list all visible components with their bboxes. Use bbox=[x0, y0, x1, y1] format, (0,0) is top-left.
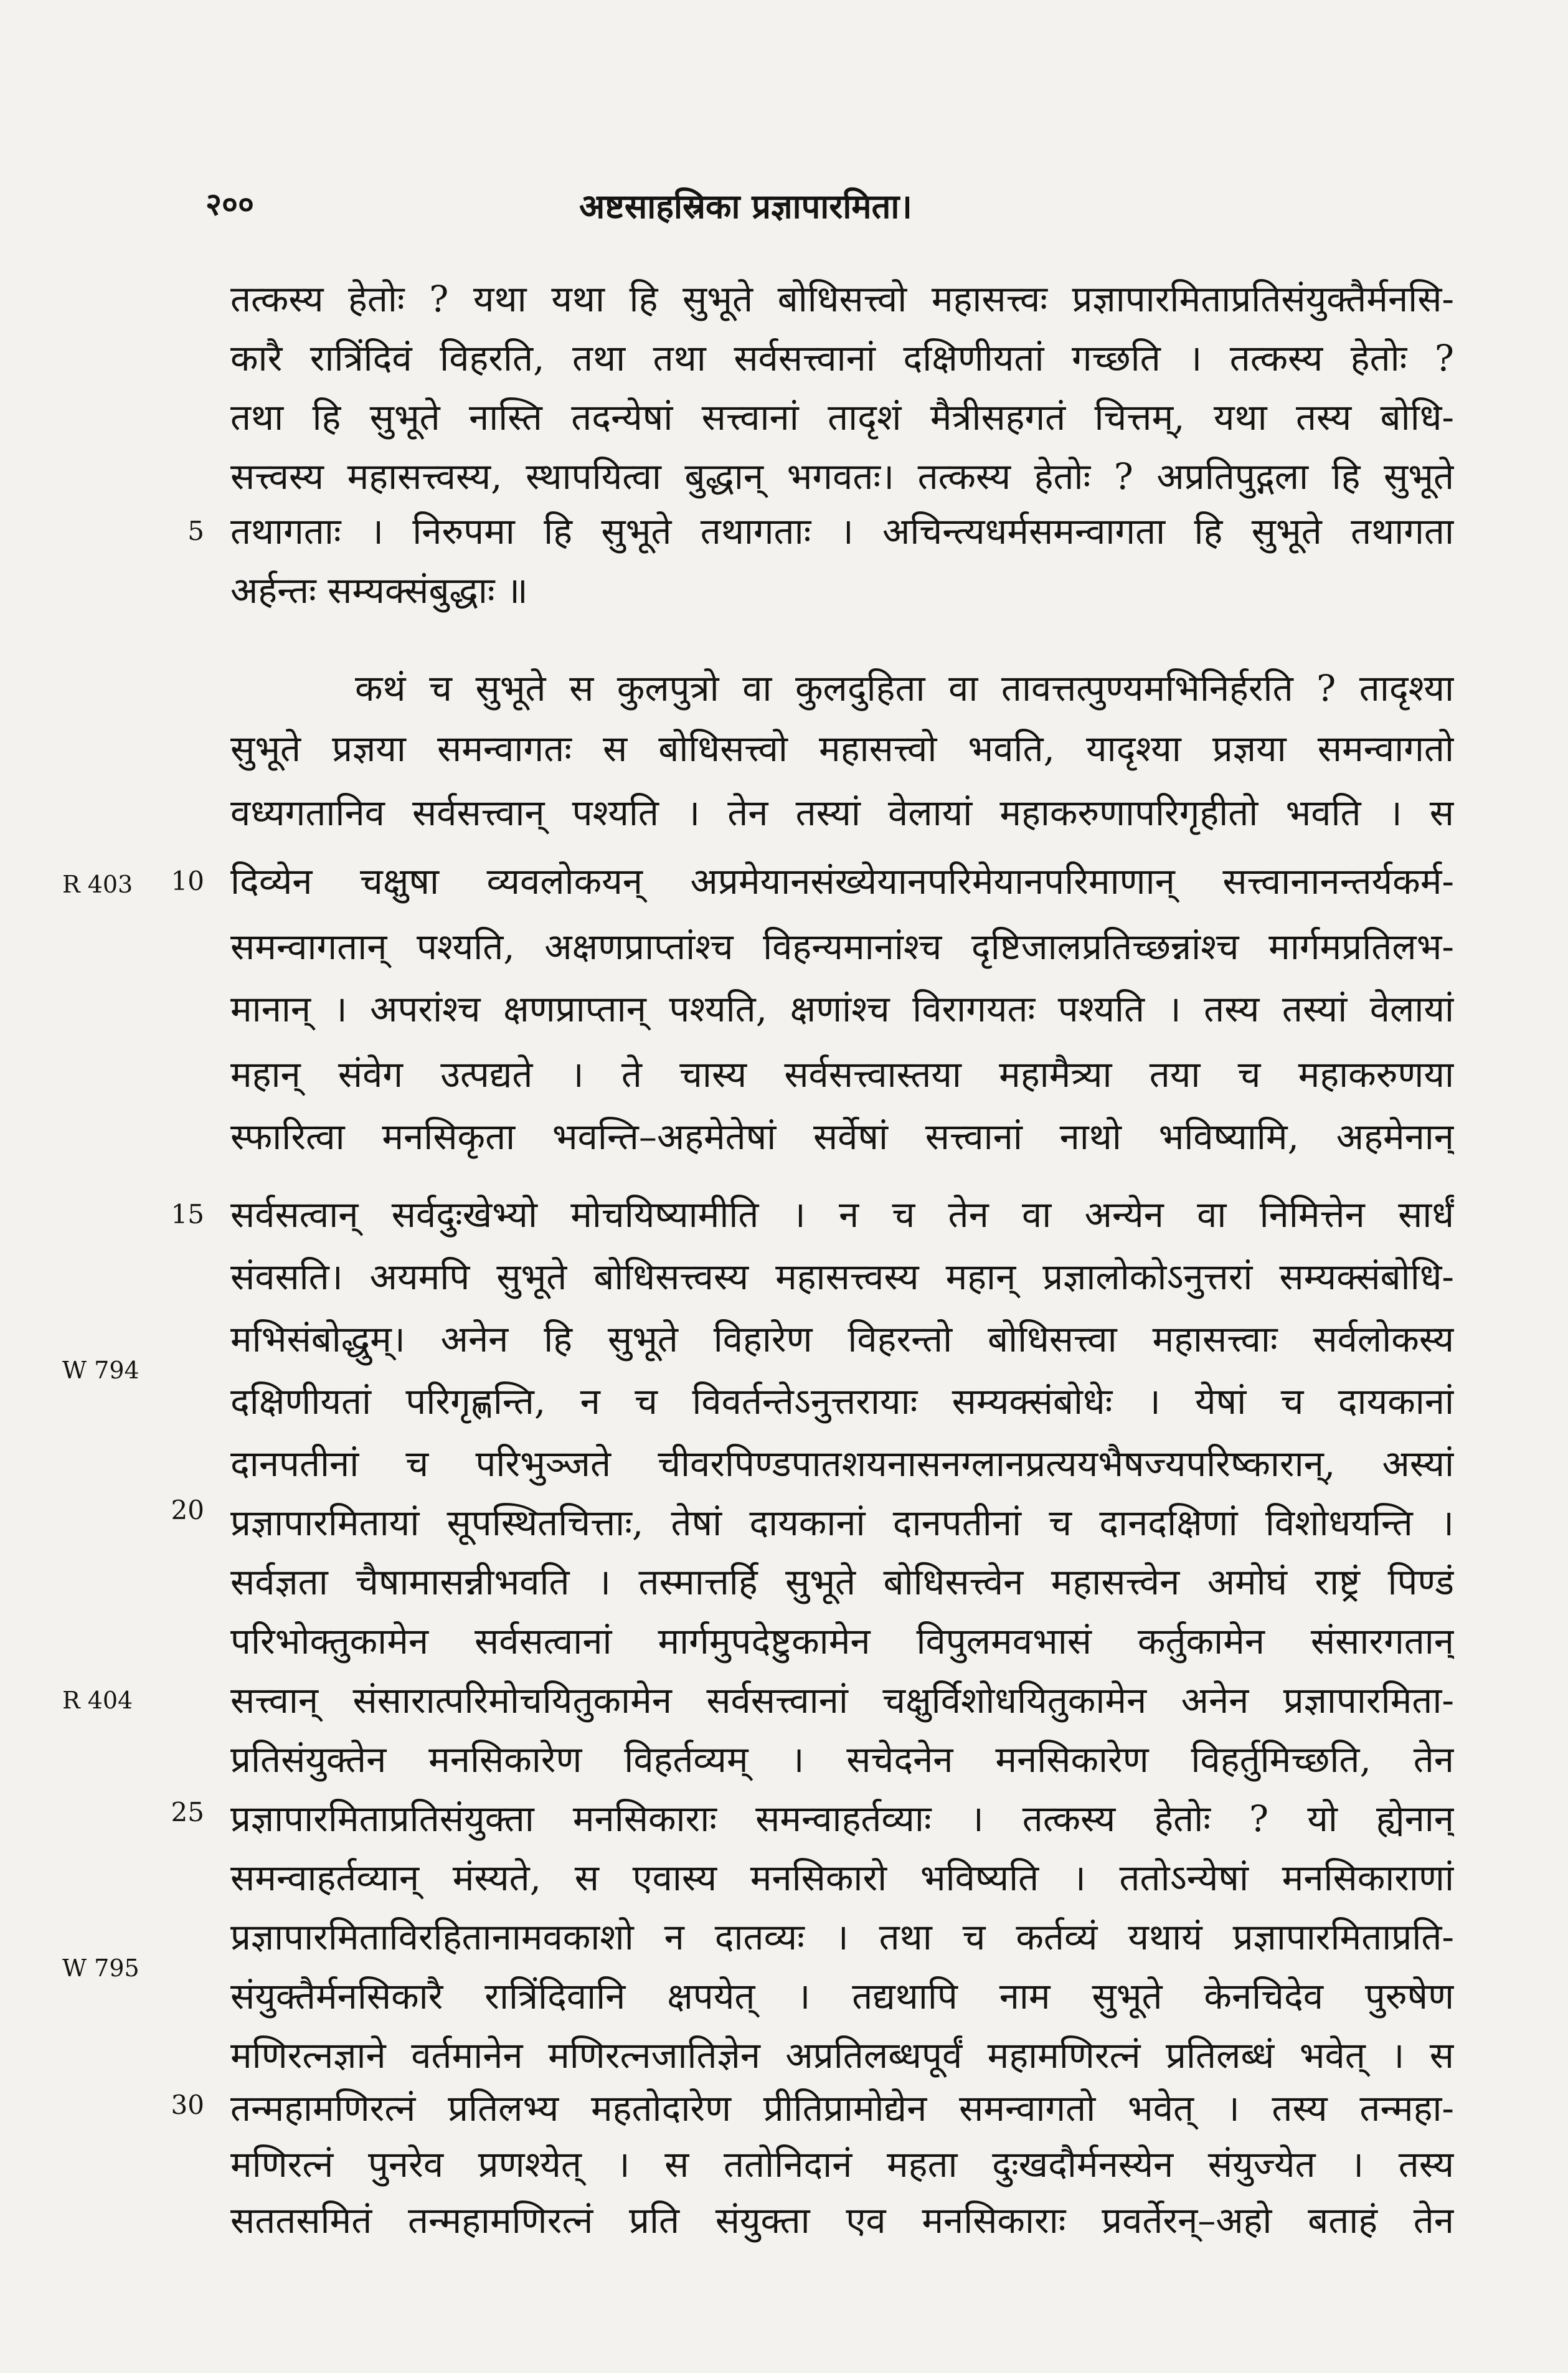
margin-ref-w795: W 795 bbox=[62, 1954, 139, 1982]
line-number-15: 15 bbox=[171, 1199, 204, 1229]
text-line: तथागताः । निरुपमा हि सुभूते तथागताः । अचिन्त्यधर्मसमन्वागता हि सुभूते तथागता bbox=[230, 510, 1454, 552]
text-line: सुभूते प्रज्ञया समन्वागतः स बोधिसत्त्वो महासत्त्वो भवति, यादृश्या प्रज्ञया समन्वागतो bbox=[230, 727, 1454, 770]
text-line: संयुक्तैर्मनसिकारै रात्रिंदिवानि क्षपयेत् । तद्यथापि नाम सुभूते केनचिदेव पुरुषेण bbox=[230, 1975, 1454, 2017]
text-line: सर्वज्ञता चैषामासन्नीभवति । तस्मात्तर्हि सुभूते बोधिसत्त्वेन महासत्त्वेन अमोघं राष्ट्रं पिण्डं bbox=[230, 1561, 1454, 1603]
text-line: प्रज्ञापारमितायां सूपस्थितचित्ताः, तेषां दायकानां दानपतीनां च दानदक्षिणां विशोधयन्ति । bbox=[230, 1502, 1454, 1544]
line-number-30: 30 bbox=[171, 2090, 204, 2120]
text-line: तथा हि सुभूते नास्ति तदन्येषां सत्त्वानां तादृशं मैत्रीसहगतं चित्तम्, यथा तस्य बोधि- bbox=[230, 396, 1454, 438]
text-line: प्रतिसंयुक्तेन मनसिकारेण विहर्तव्यम् । सचेदनेन मनसिकारेण विहर्तुमिच्छति, तेन bbox=[230, 1738, 1454, 1781]
text-line: स्फारित्वा मनसिकृता भवन्ति–अहमेतेषां सर्वेषां सत्त्वानां नाथो भविष्यामि, अहमेनान् bbox=[230, 1115, 1454, 1158]
text-line: कथं च सुभूते स कुलपुत्रो वा कुलदुहिता वा तावत्तत्पुण्यमभिनिर्हरति ? तादृश्या bbox=[355, 667, 1454, 709]
text-line: दानपतीनां च परिभुञ्जते चीवरपिण्डपातशयनासनग्लानप्रत्ययभैषज्यपरिष्कारान्, अस्यां bbox=[230, 1442, 1454, 1485]
running-title: अष्टसाहस्रिका प्रज्ञापारमिता। bbox=[579, 186, 912, 226]
line-number-5: 5 bbox=[187, 516, 204, 546]
line-number-25: 25 bbox=[171, 1797, 204, 1827]
text-line: दिव्येन चक्षुषा व्यवलोकयन् अप्रमेयानसंख्येयानपरिमेयानपरिमाणान् सत्त्वानानन्तर्यकर्म- bbox=[230, 860, 1454, 902]
line-number-20: 20 bbox=[171, 1495, 204, 1525]
text-line: मणिरत्नज्ञाने वर्तमानेन मणिरत्नजातिज्ञेन अप्रतिलब्धपूर्वं महामणिरत्नं प्रतिलब्धं भवेत् । स bbox=[230, 2034, 1454, 2077]
text-line: समन्वाहर्तव्यान् मंस्यते, स एवास्य मनसिकारो भविष्यति । ततोऽन्येषां मनसिकाराणां bbox=[230, 1857, 1454, 1899]
text-line: तन्महामणिरत्नं प्रतिलभ्य महतोदारेण प्रीतिप्रामोद्येन समन्वागतो भवेत् । तस्य तन्महा- bbox=[230, 2087, 1454, 2129]
text-line: सत्त्वान् संसारात्परिमोचयितुकामेन सर्वसत्त्वानां चक्षुर्विशोधयितुकामेन अनेन प्रज्ञापारमिता- bbox=[230, 1679, 1454, 1722]
text-line: प्रज्ञापारमिताप्रतिसंयुक्ता मनसिकाराः समन्वाहर्तव्याः । तत्कस्य हेतोः ? यो ह्येनान् bbox=[230, 1798, 1454, 1840]
margin-ref-r404: R 404 bbox=[62, 1687, 133, 1714]
text-line: महान् संवेग उत्पद्यते । ते चास्य सर्वसत्त्वास्तया महामैत्र्या तया च महाकरुणया bbox=[230, 1053, 1454, 1096]
margin-ref-w794: W 794 bbox=[62, 1357, 139, 1384]
text-line: वध्यगतानिव सर्वसत्त्वान् पश्यति । तेन तस्यां वेलायां महाकरुणापरिगृहीतो भवति । स bbox=[230, 792, 1454, 834]
text-line: संवसति। अयमपि सुभूते बोधिसत्त्वस्य महासत्त्वस्य महान् प्रज्ञालोकोऽनुत्तरां सम्यक्संबोधि- bbox=[230, 1256, 1454, 1298]
text-line: प्रज्ञापारमिताविरहितानामवकाशो न दातव्यः । तथा च कर्तव्यं यथायं प्रज्ञापारमिताप्रति- bbox=[230, 1916, 1454, 1958]
text-line: सत्त्वस्य महासत्त्वस्य, स्थापयित्वा बुद्धान् भगवतः। तत्कस्य हेतोः ? अप्रतिपुद्गला हि सुभूते bbox=[230, 455, 1454, 498]
page-number: २०० bbox=[205, 186, 254, 222]
text-line: तत्कस्य हेतोः ? यथा यथा हि सुभूते बोधिसत्त्वो महासत्त्वः प्रज्ञापारमिताप्रतिसंयुक्तैर्मनसि- bbox=[230, 278, 1454, 320]
text-line: परिभोक्तुकामेन सर्वसत्वानां मार्गमुपदेष्टुकामेन विपुलमवभासं कर्तुकामेन संसारगतान् bbox=[230, 1620, 1454, 1662]
text-line: सततसमितं तन्महामणिरत्नं प्रति संयुक्ता एव मनसिकाराः प्रवर्तेरन्–अहो बताहं तेन bbox=[230, 2199, 1454, 2242]
text-line: समन्वागतान् पश्यति, अक्षणप्राप्तांश्च विहन्यमानांश्च दृष्टिजालप्रतिच्छन्नांश्च मार्गमप्रतिलभ- bbox=[230, 926, 1454, 968]
page-header bbox=[205, 182, 1451, 232]
text-line: दक्षिणीयतां परिगृह्णन्ति, न च विवर्तन्तेऽनुत्तरायाः सम्यक्संबोधेः । येषां च दायकानां bbox=[230, 1380, 1454, 1423]
text-line: अर्हन्तः सम्यक्संबुद्धाः ॥ bbox=[230, 569, 528, 612]
text-line: मभिसंबोद्धुम्। अनेन हि सुभूते विहारेण विहरन्तो बोधिसत्त्वा महासत्त्वाः सर्वलोकस्य bbox=[230, 1318, 1454, 1360]
text-line: सर्वसत्वान् सर्वदुःखेभ्यो मोचयिष्यामीति । न च तेन वा अन्येन वा निमित्तेन सार्धं bbox=[230, 1193, 1454, 1236]
line-number-10: 10 bbox=[171, 866, 204, 896]
text-line: मानान् । अपरांश्च क्षणप्राप्तान् पश्यति, क्षणांश्च विरागयतः पश्यति । तस्य तस्यां वेलायां bbox=[230, 988, 1454, 1030]
text-line: कारै रात्रिंदिवं विहरति, तथा तथा सर्वसत्त्वानां दक्षिणीयतां गच्छति । तत्कस्य हेतोः ? bbox=[230, 337, 1454, 379]
margin-ref-r403: R 403 bbox=[62, 871, 133, 898]
text-line: मणिरत्नं पुनरेव प्रणश्येत् । स ततोनिदानं महता दुःखदौर्मनस्येन संयुज्येत । तस्य bbox=[230, 2143, 1454, 2186]
